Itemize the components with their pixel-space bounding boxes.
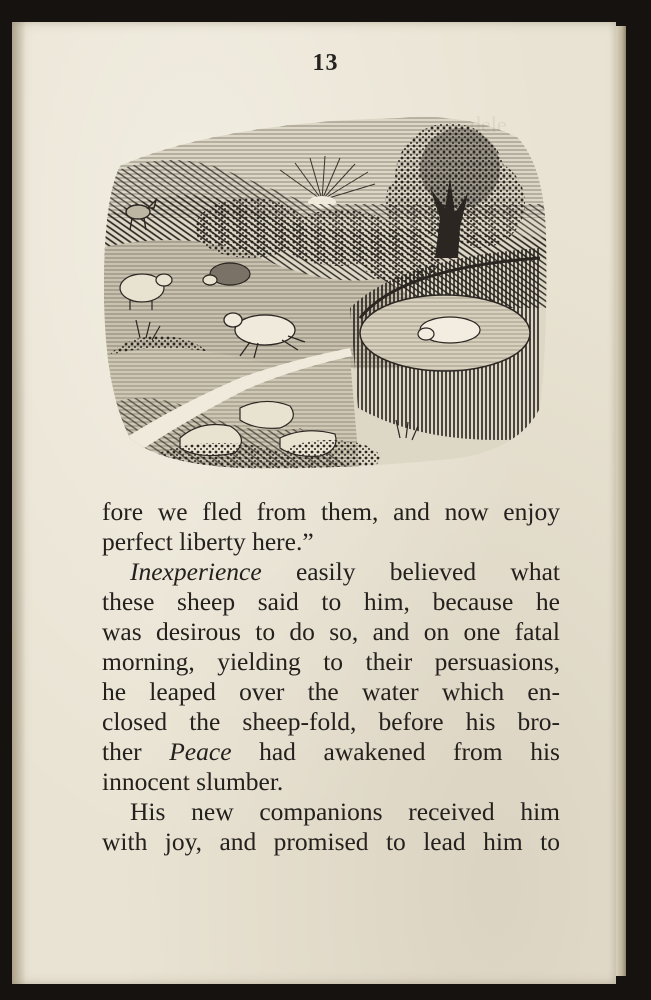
word: water (361, 677, 419, 706)
page-gutter (12, 22, 26, 984)
word: his (465, 707, 496, 736)
word: morning, (102, 647, 195, 676)
word: to (323, 647, 344, 676)
word: companions (259, 797, 383, 826)
text-line (102, 707, 560, 737)
word: to (540, 827, 560, 856)
word: with (102, 827, 148, 856)
word: from (453, 737, 503, 766)
word: on (423, 617, 450, 646)
word: persuasions, (434, 647, 560, 676)
line-text: innocent slumber. (102, 767, 284, 796)
text-line (102, 677, 560, 707)
word: them, (320, 497, 379, 526)
word: to (255, 617, 276, 646)
text-line (102, 527, 560, 557)
word: because (432, 587, 514, 616)
word: closed (102, 707, 168, 736)
word: received (408, 797, 495, 826)
text-line (102, 617, 560, 647)
text-line (102, 587, 560, 617)
word: him (483, 827, 523, 856)
word: his (530, 737, 560, 766)
page-number: 13 (312, 50, 339, 76)
word: these (102, 587, 155, 616)
word: desirous (155, 617, 241, 646)
word: bro- (517, 707, 560, 736)
word: lead (423, 827, 466, 856)
word: the (189, 707, 221, 736)
text-line (102, 737, 560, 767)
word: what (510, 557, 560, 586)
word: and (372, 617, 410, 646)
word: joy, (164, 827, 203, 856)
word: believed (389, 557, 477, 586)
word: the (307, 677, 339, 706)
word: new (191, 797, 234, 826)
show-through-text: dele (470, 112, 507, 137)
engraving-illustration (100, 108, 550, 476)
word: enjoy (503, 497, 560, 526)
word: His (130, 797, 166, 826)
word: had (259, 737, 296, 766)
word: he (535, 587, 560, 616)
italic-name-peace: Peace (169, 737, 232, 766)
word: fore (102, 497, 144, 526)
word: now (444, 497, 489, 526)
word: awakened (323, 737, 426, 766)
word: before (378, 707, 444, 736)
word: their (365, 647, 413, 676)
word: en- (527, 677, 560, 706)
word: said (257, 587, 299, 616)
word: do (289, 617, 315, 646)
word: sheep (177, 587, 236, 616)
word: yielding (217, 647, 301, 676)
word: easily (295, 557, 356, 586)
page-edge (616, 26, 626, 976)
text-line (102, 767, 560, 797)
word: we (157, 497, 188, 526)
word: one (463, 617, 501, 646)
text-line (102, 557, 560, 587)
word: fled (202, 497, 242, 526)
word: to (385, 827, 406, 856)
word: fatal (514, 617, 560, 646)
word: he (102, 677, 127, 706)
word: leaped (149, 677, 216, 706)
word: so, (329, 617, 359, 646)
word: him, (363, 587, 410, 616)
text-line (102, 797, 560, 827)
italic-name-inexperience: Inexperience (130, 557, 262, 586)
word: and (219, 827, 257, 856)
word: from (256, 497, 307, 526)
body-text (102, 497, 560, 857)
word: over (239, 677, 285, 706)
word: him (520, 797, 560, 826)
text-line (102, 497, 560, 527)
word: promised (273, 827, 369, 856)
word: which (441, 677, 505, 706)
text-line (102, 827, 560, 857)
line-text: perfect liberty here.” (102, 527, 314, 556)
text-line (102, 647, 560, 677)
word: sheep-fold, (242, 707, 357, 736)
word: and (393, 497, 430, 526)
word: was (102, 617, 142, 646)
word: ther (102, 737, 142, 766)
word: to (321, 587, 342, 616)
